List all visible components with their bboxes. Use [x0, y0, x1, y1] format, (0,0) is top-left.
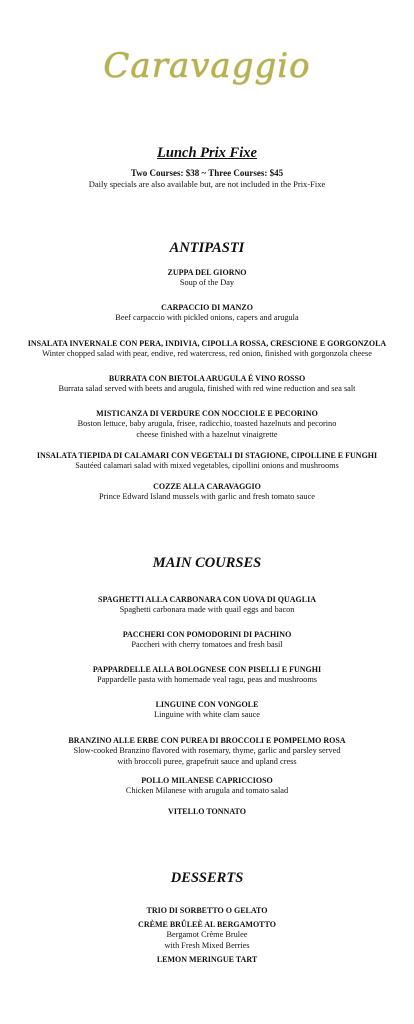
- item-desc: with Fresh Mixed Berries: [164, 940, 250, 950]
- antipasti-heading-wrap: [0, 240, 414, 257]
- item-desc: Winter chopped salad with pear, endive, red watercress, red onion, finished with gorgonzola cheese: [42, 349, 372, 358]
- menu-title: Lunch Prix Fixe: [157, 145, 257, 161]
- menu-header: [0, 145, 414, 189]
- menu-item: [0, 955, 414, 965]
- item-desc: Pappardelle pasta with homemade veal ragu, peas and mushrooms: [96, 675, 318, 684]
- item-desc: Soup of the Day: [179, 278, 235, 287]
- menu-item: [0, 451, 414, 472]
- item-desc: Chicken Milanese with arugula and tomato salad: [125, 786, 289, 795]
- item-desc: cheese finished with a hazelnut vinaigrette: [136, 429, 278, 439]
- item-name: SPAGHETTI ALLA CARBONARA CON UOVA DI QUAGLIA: [98, 595, 316, 604]
- item-desc: Burrata salad served with beets and arugula, finished with red wine reduction and sea salt: [58, 384, 356, 393]
- item-desc: Linguine with white clam sauce: [154, 710, 260, 719]
- main-courses-heading-wrap: [0, 555, 414, 572]
- item-desc: Paccheri with cherry tomatoes and fresh basil: [131, 640, 283, 649]
- menu-item: [0, 630, 414, 651]
- item-name: BRANZINO ALLE ERBE CON PUREA DI BROCCOLI E POMPELMO ROSA: [68, 736, 346, 745]
- menu-item: [0, 807, 414, 817]
- item-name: ZUPPA DEL GIORNO: [167, 268, 247, 277]
- menu-item: [0, 776, 414, 797]
- item-name: PAPPARDELLE ALLA BOLOGNESE CON PISELLI E FUNGHI: [92, 665, 322, 674]
- item-name: INSALATA INVERNALE CON PERA, INDIVIA, CIPOLLA ROSSA, CRESCIONE E GORGONZOLA: [27, 339, 387, 348]
- specials-note: Daily specials are also available but, are not included in the Prix-Fixe: [88, 179, 326, 189]
- menu-item: [0, 595, 414, 616]
- item-desc: Beef carpaccio with pickled onions, capers and arugula: [115, 313, 299, 322]
- menu-item: [0, 374, 414, 395]
- menu-item: [0, 920, 414, 951]
- item-name: MISTICANZA DI VERDURE CON NOCCIOLE E PECORINO: [96, 409, 318, 418]
- item-desc: Prince Edward Island mussels with garlic and fresh tomato sauce: [99, 492, 315, 501]
- prix-fixe-prices: Two Courses: $38 ~ Three Courses: $45: [130, 168, 284, 178]
- item-name: INSALATA TIEPIDA DI CALAMARI CON VEGETALI DI STAGIONE, CIPOLLINE E FUNGHI: [36, 451, 378, 460]
- item-desc: Slow-cooked Branzino flavored with rosemary, thyme, garlic and parsley served: [73, 746, 341, 755]
- item-name: CRÈME BRÛLEÈ AL BERGAMOTTO: [138, 920, 276, 929]
- menu-item: [0, 268, 414, 289]
- menu-item: [0, 409, 414, 440]
- item-name: CARPACCIO DI MANZO: [161, 303, 253, 312]
- item-desc: Boston lettuce, baby arugula, frisee, radicchio, toasted hazelnuts and pecorino: [77, 419, 337, 428]
- menu-item: [0, 482, 414, 503]
- item-desc: with broccoli puree, grapefruit sauce and upland cress: [117, 756, 297, 766]
- logo-wordmark: Caravaggio: [103, 46, 311, 86]
- item-name: LINGUINE CON VONGOLE: [155, 700, 259, 709]
- restaurant-logo: [0, 46, 414, 86]
- item-name: BURRATA CON BIETOLA ARUGULA É VINO ROSSO: [108, 374, 306, 383]
- menu-item: [0, 736, 414, 767]
- desserts-heading-wrap: [0, 870, 414, 887]
- item-name: PACCHERI CON POMODORINI DI PACHINO: [122, 630, 292, 639]
- item-name: COZZE ALLA CARAVAGGIO: [153, 482, 261, 491]
- item-name: LEMON MERINGUE TART: [156, 955, 258, 964]
- item-name: VITELLO TONNATO: [168, 807, 246, 816]
- menu-item: [0, 339, 414, 360]
- antipasti-heading: ANTIPASTI: [169, 240, 245, 256]
- item-name: TRIO DI SORBETTO O GELATO: [146, 906, 268, 915]
- menu-item: [0, 700, 414, 721]
- desserts-heading: DESSERTS: [170, 870, 244, 886]
- item-desc: Spaghetti carbonara made with quail eggs and bacon: [119, 605, 295, 614]
- menu-item: [0, 665, 414, 686]
- main-courses-heading: MAIN COURSES: [152, 555, 262, 571]
- menu-item: [0, 906, 414, 916]
- item-name: POLLO MILANESE CAPRICCIOSO: [141, 776, 273, 785]
- menu-item: [0, 303, 414, 324]
- item-desc: Bergamot Crème Brulee: [166, 930, 248, 939]
- item-desc: Sautéed calamari salad with mixed vegetables, cipollini onions and mushrooms: [75, 461, 339, 470]
